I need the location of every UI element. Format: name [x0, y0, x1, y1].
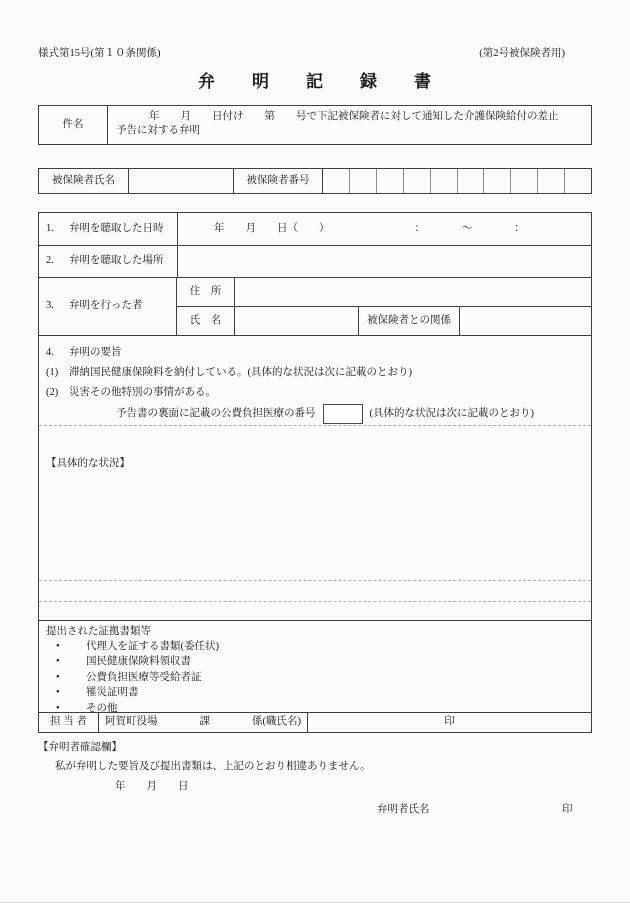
subject-content: [108, 106, 591, 144]
evidence-item: • 国民健康保険料領収書: [39, 654, 591, 669]
hearing-time-template: ： ～ ：: [414, 222, 525, 234]
declarant-label: 弁明を行った者: [69, 300, 143, 312]
number-digit-box[interactable]: [349, 169, 376, 193]
bullet-icon: •: [56, 656, 60, 668]
declarant-signature-label: 弁明者氏名: [377, 804, 430, 816]
situation-writing-line[interactable]: [39, 580, 591, 581]
hearing-place-field[interactable]: [178, 246, 591, 277]
subject-text-line2: 予告に対する弁明: [116, 125, 200, 137]
row3-number: 3.: [46, 300, 54, 312]
number-digit-box[interactable]: [430, 169, 457, 193]
hearing-datetime-label: 弁明を聴取した日時: [69, 222, 164, 234]
declarant-address-subrow: [177, 278, 591, 307]
declarant-confirmation-block: [38, 740, 592, 819]
staff-row: [39, 713, 591, 732]
hearing-datetime-field[interactable]: [178, 213, 591, 245]
number-digit-box[interactable]: [457, 169, 484, 193]
number-digit-box[interactable]: [403, 169, 430, 193]
bullet-icon: •: [56, 671, 60, 683]
office-name: 阿賀町役場: [105, 716, 158, 728]
main-table: [38, 212, 592, 733]
situation-writing-line[interactable]: [39, 601, 591, 602]
gist-item1-text: 滞納国民健康保険料を納付している。(具体的な状況は次に記載のとおり): [69, 367, 412, 378]
subject-text-line1: 年 月 日付け 第 号で下記被保険者に対して通知した介護保険給付の差止: [149, 111, 559, 122]
number-digit-box[interactable]: [537, 169, 564, 193]
statement-gist-section: [39, 336, 591, 621]
gist-item-1: (1) 滞納国民健康保険料を納付している。(具体的な状況は次に記載のとおり): [39, 363, 591, 383]
confirmation-statement: 私が弁明した要旨及び提出書類は、上記のとおり相違ありません。: [55, 761, 371, 772]
declarant-row: [39, 278, 591, 336]
insured-table: [38, 168, 592, 194]
subject-table: [38, 105, 592, 145]
evidence-item: • 代理人を証する書類(委任状): [39, 639, 591, 654]
number-digit-box[interactable]: [483, 169, 510, 193]
relation-field[interactable]: [460, 307, 591, 335]
address-field[interactable]: [235, 278, 591, 306]
insured-number-label: 被保険者番号: [234, 169, 323, 193]
hearing-place-label: 弁明を聴取した場所: [69, 255, 164, 267]
clerk-label: 係(職氏名): [252, 716, 301, 728]
form-target-note: (第2号被保険者用): [479, 48, 565, 59]
confirmation-date-template[interactable]: 年 月 日: [115, 781, 189, 793]
form-header: [38, 47, 565, 61]
declarant-name-field[interactable]: [235, 307, 358, 335]
public-expense-before-text: 予告書の裏面に記載の公費負担医療の番号: [116, 407, 316, 419]
public-expense-after-text: (具体的な状況は次に記載のとおり): [369, 407, 534, 419]
public-expense-number-line: [39, 403, 591, 425]
number-digit-box[interactable]: [510, 169, 537, 193]
number-digit-box[interactable]: [564, 169, 591, 193]
form-number: 様式第15号(第１０条関係): [38, 48, 161, 59]
relation-label: 被保険者との関係: [358, 307, 460, 335]
statement-gist-heading: 弁明の要旨: [69, 347, 122, 358]
confirmation-heading: 【弁明者確認欄】: [38, 742, 122, 753]
situation-heading: 【具体的な状況】: [46, 458, 130, 469]
situation-writing-line[interactable]: [39, 425, 591, 426]
evidence-section: [39, 621, 591, 713]
number-digit-box[interactable]: [323, 169, 349, 193]
bullet-icon: •: [56, 687, 60, 699]
evidence-item: • 罹災証明書: [39, 685, 591, 700]
section-label: 課: [199, 716, 210, 728]
staff-label: 担 当 者: [39, 713, 99, 732]
section4-number: 4.: [46, 347, 54, 358]
insured-name-field[interactable]: [129, 169, 234, 193]
address-label: 住 所: [177, 278, 235, 306]
bullet-icon: •: [56, 702, 60, 714]
declarant-seal-label: 印: [562, 804, 573, 816]
row2-number: 2.: [46, 255, 54, 267]
evidence-item: • その他: [39, 701, 591, 716]
evidence-heading: 提出された証拠書類等: [46, 626, 151, 637]
gist-item-2: (2) 災害その他特別の事情がある。: [39, 383, 591, 403]
declarant-name-subrow: [177, 307, 591, 335]
public-expense-number-box[interactable]: [323, 404, 363, 424]
staff-seal-label: 印: [444, 716, 455, 728]
gist-item2-text: 災害その他特別の事情がある。: [69, 387, 216, 398]
insured-name-label: 被保険者氏名: [39, 169, 129, 193]
insured-number-boxes: [323, 169, 591, 193]
declarant-name-label: 氏 名: [177, 307, 235, 335]
form-title: 弁 明 記 録 書: [198, 72, 432, 91]
row1-number: 1.: [46, 222, 54, 234]
hearing-date-template: 年 月 日（ ）: [214, 222, 330, 234]
bullet-icon: •: [56, 641, 60, 652]
hearing-datetime-row: [39, 213, 591, 246]
number-digit-box[interactable]: [376, 169, 403, 193]
hearing-place-row: [39, 246, 591, 278]
staff-name-field[interactable]: [308, 713, 591, 732]
evidence-item: • 公費負担医療等受給者証: [39, 670, 591, 685]
subject-label: 件名: [39, 106, 108, 144]
